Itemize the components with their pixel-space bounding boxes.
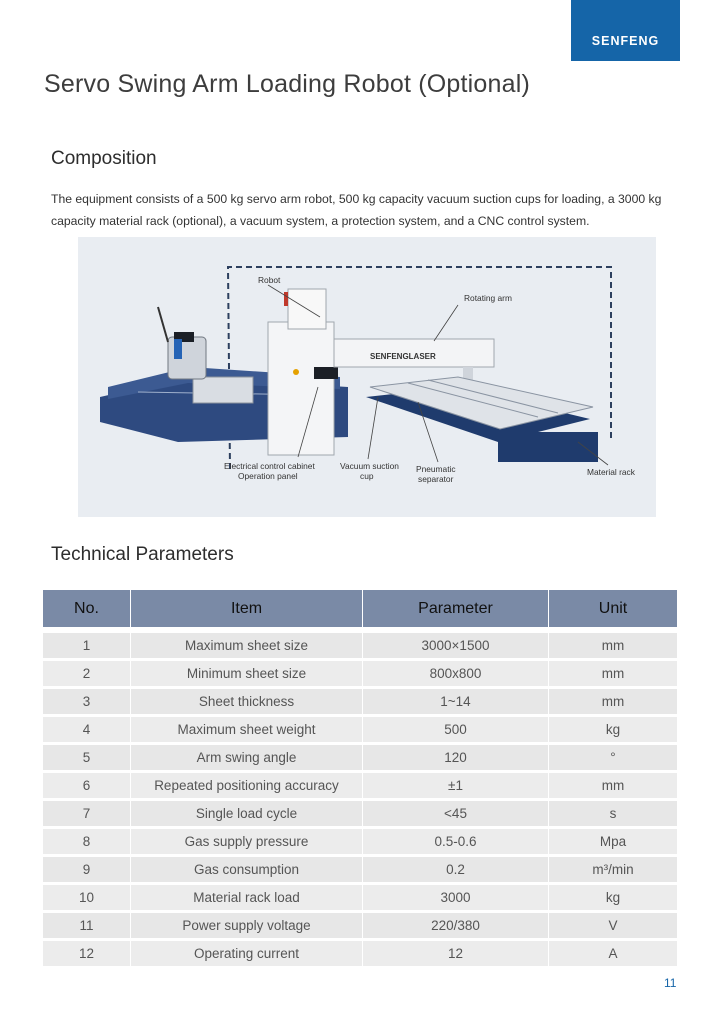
label-robot: Robot <box>258 275 281 285</box>
cell-unit: mm <box>549 633 677 661</box>
table-header-row <box>43 590 677 627</box>
cell-unit: mm <box>549 689 677 717</box>
col-no: No. <box>43 590 131 627</box>
equipment-illustration <box>78 237 656 517</box>
cell-parameter: 0.5-0.6 <box>363 829 549 857</box>
cell-no: 3 <box>43 689 131 717</box>
control-cabinet <box>268 322 334 455</box>
cell-unit: mm <box>549 661 677 689</box>
page-title: Servo Swing Arm Loading Robot (Optional) <box>44 70 531 98</box>
cell-no: 7 <box>43 801 131 829</box>
label-separator-1: Pneumatic <box>416 464 456 474</box>
technical-heading: Technical Parameters <box>51 544 234 565</box>
cell-unit: V <box>549 913 677 941</box>
cell-no: 10 <box>43 885 131 913</box>
label-rotating-arm: Rotating arm <box>464 293 512 303</box>
col-unit: Unit <box>549 590 677 627</box>
cell-no: 1 <box>43 633 131 661</box>
label-cabinet-2: Operation panel <box>238 471 298 481</box>
table-row <box>43 829 677 857</box>
cell-item: Arm swing angle <box>131 745 363 773</box>
cell-unit: kg <box>549 885 677 913</box>
col-item: Item <box>131 590 363 627</box>
cell-unit: mm <box>549 773 677 801</box>
cell-parameter: 120 <box>363 745 549 773</box>
page-number: 11 <box>664 976 677 990</box>
table-row <box>43 913 677 941</box>
cell-no: 11 <box>43 913 131 941</box>
col-parameter: Parameter <box>363 590 549 627</box>
label-cup-2: cup <box>360 471 374 481</box>
cell-parameter: 1~14 <box>363 689 549 717</box>
label-cabinet-1: Electrical control cabinet <box>224 461 315 471</box>
cell-parameter: 500 <box>363 717 549 745</box>
cell-parameter: 220/380 <box>363 913 549 941</box>
cell-item: Power supply voltage <box>131 913 363 941</box>
cell-unit: Mpa <box>549 829 677 857</box>
cell-unit: A <box>549 941 677 969</box>
cell-item: Maximum sheet weight <box>131 717 363 745</box>
label-cup-1: Vacuum suction <box>340 461 399 471</box>
cell-parameter: 0.2 <box>363 857 549 885</box>
cell-parameter: 3000×1500 <box>363 633 549 661</box>
cell-no: 9 <box>43 857 131 885</box>
cell-parameter: 800x800 <box>363 661 549 689</box>
label-separator-2: separator <box>418 474 454 484</box>
brand-logo-box <box>571 0 680 61</box>
table-row <box>43 801 677 829</box>
cell-item: Repeated positioning accuracy <box>131 773 363 801</box>
cell-no: 5 <box>43 745 131 773</box>
cell-item: Maximum sheet size <box>131 633 363 661</box>
cell-unit: kg <box>549 717 677 745</box>
composition-heading: Composition <box>51 148 157 169</box>
cell-no: 12 <box>43 941 131 969</box>
cell-item: Material rack load <box>131 885 363 913</box>
cell-no: 6 <box>43 773 131 801</box>
cell-parameter: ±1 <box>363 773 549 801</box>
table-row <box>43 689 677 717</box>
cell-item: Gas consumption <box>131 857 363 885</box>
cell-no: 2 <box>43 661 131 689</box>
cell-no: 4 <box>43 717 131 745</box>
table-row <box>43 885 677 913</box>
cell-item: Gas supply pressure <box>131 829 363 857</box>
brand-name: SENFENG <box>591 34 660 48</box>
cell-item: Minimum sheet size <box>131 661 363 689</box>
composition-text: The equipment consists of a 500 kg servo arm robot, 500 kg capacity vacuum suction cups for loading, a 3000 kg capacity material rack (optional), a vacuum system, a protection system, and a CNC control system. <box>51 192 662 228</box>
cell-item: Operating current <box>131 941 363 969</box>
table-row <box>43 633 677 661</box>
label-rack: Material rack <box>587 467 635 477</box>
table-row <box>43 773 677 801</box>
technical-parameters-table <box>43 590 677 969</box>
cell-no: 8 <box>43 829 131 857</box>
cell-item: Sheet thickness <box>131 689 363 717</box>
cell-parameter: <45 <box>363 801 549 829</box>
cell-unit: s <box>549 801 677 829</box>
cell-unit: ° <box>549 745 677 773</box>
table-row <box>43 941 677 969</box>
cell-item: Single load cycle <box>131 801 363 829</box>
cell-parameter: 3000 <box>363 885 549 913</box>
table-row <box>43 857 677 885</box>
table-row <box>43 717 677 745</box>
table-row <box>43 745 677 773</box>
cell-parameter: 12 <box>363 941 549 969</box>
table-row <box>43 661 677 689</box>
arm-brand-text: SENFENGLASER <box>370 352 436 361</box>
cell-unit: m³/min <box>549 857 677 885</box>
